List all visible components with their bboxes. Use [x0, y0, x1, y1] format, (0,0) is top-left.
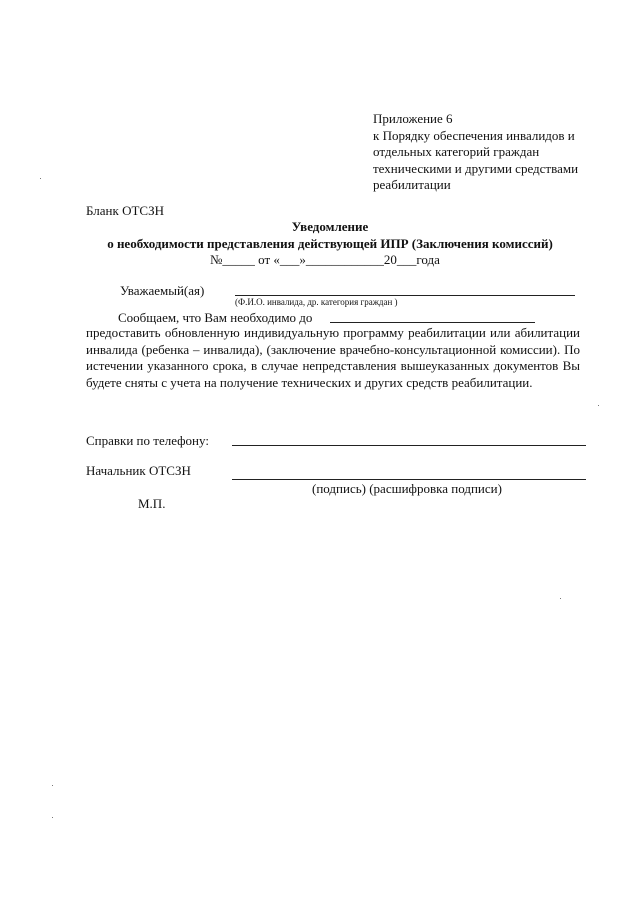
scan-speck	[560, 598, 561, 599]
signature-hint: (подпись) (расшифровка подписи)	[312, 481, 502, 496]
deadline-field	[330, 322, 535, 323]
stamp-label: М.П.	[138, 496, 166, 511]
appendix-line-4: техническими и другими средствами	[373, 160, 579, 176]
signature-field	[232, 479, 586, 480]
appendix-line-2: к Порядку обеспечения инвалидов и	[373, 127, 575, 143]
chief-label: Начальник ОТСЗН	[86, 463, 191, 478]
greeting-label: Уважаемый(ая)	[120, 283, 205, 298]
phone-field	[232, 445, 586, 446]
phone-label: Справки по телефону:	[86, 433, 209, 448]
recipient-name-hint: (Ф.И.О. инвалида, др. категория граждан )	[235, 297, 398, 307]
scan-speck	[40, 178, 41, 179]
body-paragraph: предоставить обновленную индивидуальную программу реабилитации или абилитации инвалида (ребенка – инвалида), (заключение врачебно-консультационной комиссии). По истечении указанного срока, в случае непредставления вышеуказанных документов Вы будете сняты с учета на получение технических и других средств реабилитации.	[86, 325, 580, 390]
scan-speck	[52, 817, 53, 818]
body-first-line: Сообщаем, что Вам необходимо до	[118, 310, 313, 325]
appendix-line-1: Приложение 6	[373, 111, 453, 126]
appendix-note	[373, 111, 613, 194]
scan-speck	[598, 405, 599, 406]
number-date-line: №_____ от «___»____________20___года	[210, 252, 440, 267]
document-subtitle: о необходимости представления действующей ИПР (Заключения комиссий)	[107, 236, 553, 251]
blank-label: Бланк ОТСЗН	[86, 203, 164, 218]
scan-speck	[52, 785, 53, 786]
appendix-line-3: отдельных категорий граждан	[373, 144, 540, 159]
document-title: Уведомление	[291, 219, 369, 234]
appendix-line-5: реабилитации	[373, 177, 451, 192]
recipient-name-field	[235, 295, 575, 296]
